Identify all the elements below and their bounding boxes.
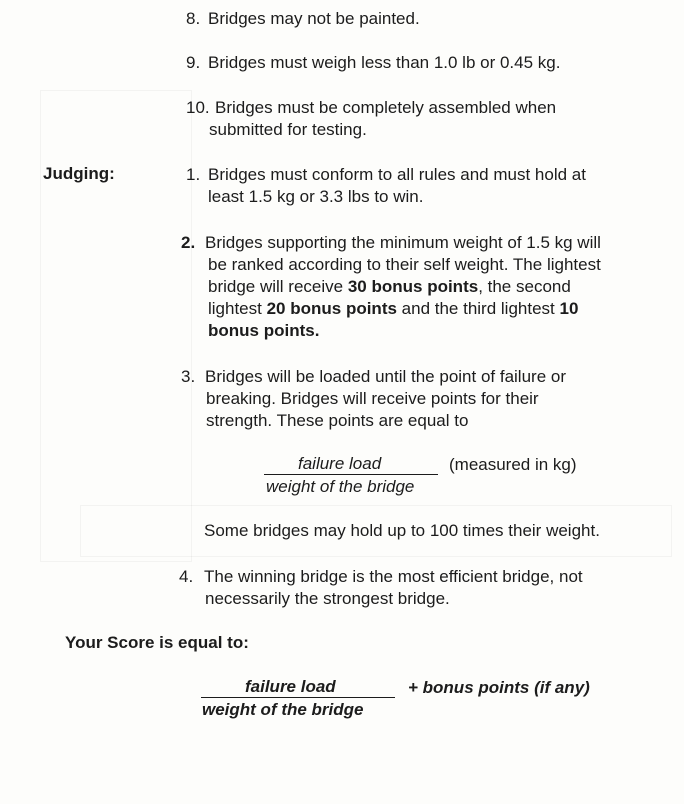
judging-2-number: 2.: [181, 233, 196, 252]
fraction-unit-note: (measured in kg): [449, 455, 577, 474]
fraction-denominator: weight of the bridge: [266, 477, 415, 496]
score-bonus-term: + bonus points (if any): [408, 678, 590, 697]
rule-9-text: Bridges must weigh less than 1.0 lb or 0.45 kg.: [208, 53, 561, 72]
score-fraction-numerator: failure load: [245, 677, 336, 696]
judging-1-line1: Bridges must conform to all rules and must hold at: [208, 165, 586, 184]
fraction-numerator: failure load: [298, 454, 382, 473]
judging-2-line4-a: lightest: [208, 299, 267, 318]
judging-heading: Judging:: [43, 164, 115, 183]
judging-2-line2: be ranked according to their self weight. The lightest: [208, 255, 601, 274]
judging-4-line1: The winning bridge is the most efficient bridge, not: [204, 567, 583, 586]
judging-2-line4: [208, 298, 578, 320]
judging-3-line1: Bridges will be loaded until the point of failure or: [205, 367, 566, 386]
score-heading: Your Score is equal to:: [65, 633, 249, 652]
judging-2-line5: bonus points.: [208, 321, 320, 340]
judging-4-line2: necessarily the strongest bridge.: [205, 589, 450, 608]
rule-10-line2: submitted for testing.: [209, 120, 367, 139]
judging-2-line1: Bridges supporting the minimum weight of 1.5 kg will: [205, 233, 601, 252]
judging-3-number: 3.: [181, 367, 196, 386]
rule-10-line1: Bridges must be completely assembled when: [215, 98, 557, 117]
judging-2-line3-a: bridge will receive: [208, 277, 348, 296]
judging-1-number: 1.: [186, 165, 201, 184]
bonus-30: 30 bonus points: [347, 277, 479, 296]
fraction-bar: [264, 474, 438, 475]
bonus-20: 20 bonus points: [266, 299, 397, 318]
judging-3-line3: strength. These points are equal to: [206, 411, 469, 430]
judging-1-line2: least 1.5 kg or 3.3 lbs to win.: [208, 187, 424, 206]
judging-2-line3: [208, 276, 571, 298]
scan-artifact: [40, 90, 192, 562]
rule-8-number: 8.: [186, 9, 201, 28]
judging-3-note: Some bridges may hold up to 100 times their weight.: [204, 521, 600, 540]
score-fraction-denominator: weight of the bridge: [202, 700, 364, 719]
judging-2-line3-c: , the second: [478, 277, 571, 296]
judging-2-line4-c: and the third lightest: [396, 299, 560, 318]
judging-3-line2: breaking. Bridges will receive points for their: [206, 389, 539, 408]
score-fraction-bar: [201, 697, 395, 698]
rule-9-number: 9.: [186, 53, 201, 72]
judging-4-number: 4.: [179, 567, 194, 586]
rule-10-number: 10.: [186, 98, 210, 117]
bonus-10: 10: [559, 299, 579, 318]
rule-8-text: Bridges may not be painted.: [208, 9, 420, 28]
